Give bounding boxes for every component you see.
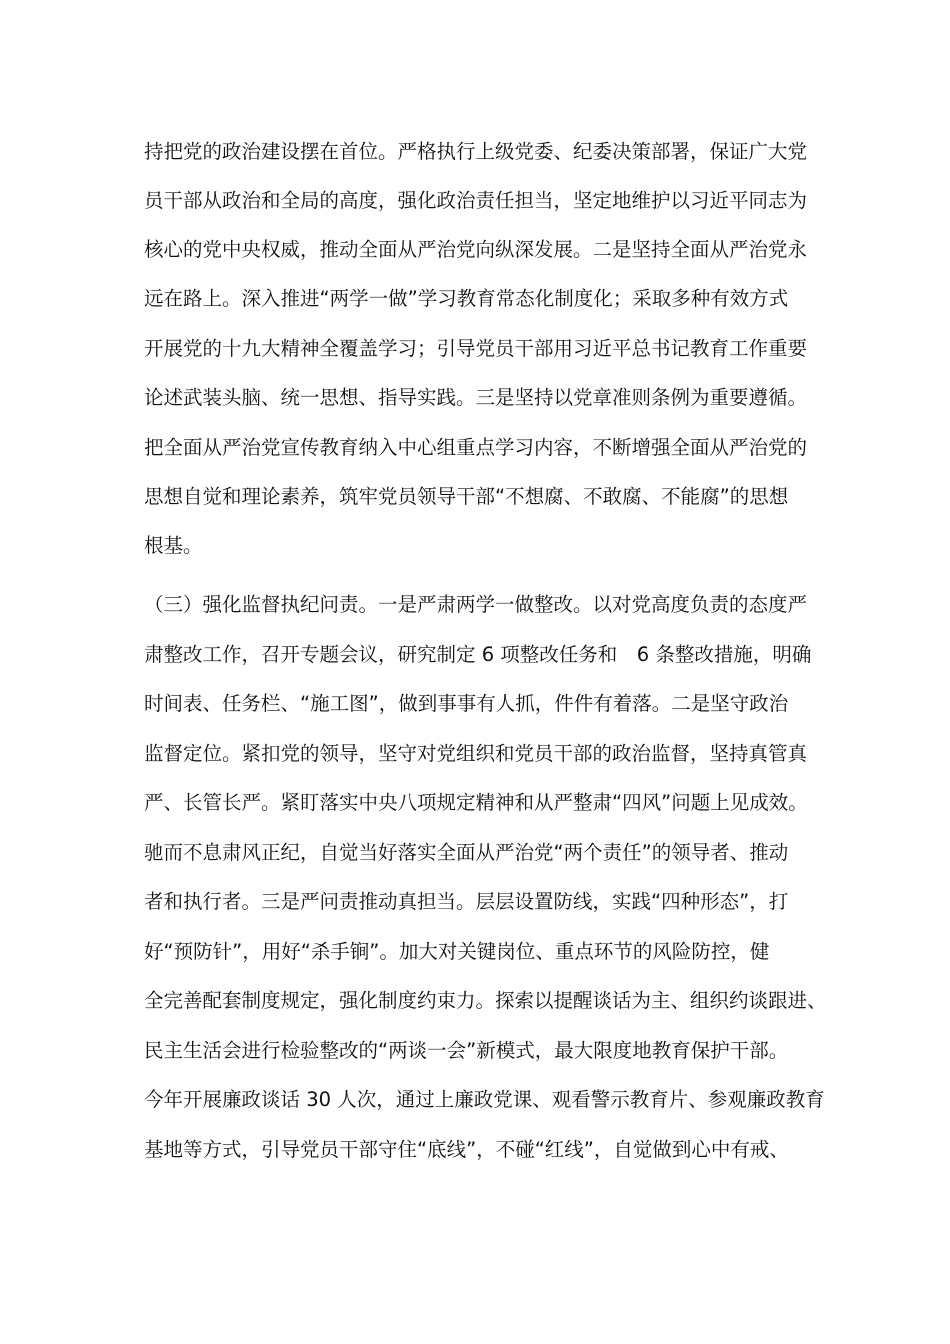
text-line: 基地等方式，引导党员干部守住“底线”，不碰“红线”，自觉做到心中有戒、 [144, 1138, 789, 1161]
text-line: 肃整改工作，召开专题会议，研究制定 6 项整改任务和 6 条整改措施，明确 [144, 643, 812, 666]
text-line: 论述武装头脑、统一思想、指导实践。三是坚持以党章准则条例为重要遵循。 [144, 386, 808, 409]
text-line: 开展党的十九大精神全覆盖学习；引导党员干部用习近平总书记教育工作重要 [144, 337, 808, 360]
text-line: 今年开展廉政谈话 30 人次，通过上廉政党课、观看警示教育片、参观廉政教育 [144, 1088, 825, 1111]
text-line: 严、长管长严。紧盯落实中央八项规定精神和从严整肃“四风”问题上见成效。 [144, 791, 808, 814]
text-line: 驰而不息肃风正纪，自觉当好落实全面从严治党“两个责任”的领导者、推动 [144, 841, 789, 864]
text-line: 思想自觉和理论素养，筑牢党员领导干部“不想腐、不敢腐、不能腐”的思想 [144, 485, 789, 508]
text-line: 持把党的政治建设摆在首位。严格执行上级党委、纪委决策部署，保证广大党 [144, 140, 808, 163]
text-line: 把全面从严治党宣传教育纳入中心组重点学习内容，不断增强全面从严治党的 [144, 436, 808, 459]
text-line: 民主生活会进行检验整改的“两谈一会”新模式，最大限度地教育保护干部。 [144, 1039, 789, 1062]
text-line: 根基。 [144, 534, 203, 557]
text-line: 好“预防针”，用好“杀手锏”。加大对关键岗位、重点环节的风险防控，健 [144, 940, 770, 963]
text-line: 远在路上。深入推进“两学一做”学习教育常态化制度化；采取多种有效方式 [144, 287, 789, 310]
text-line: 员干部从政治和全局的高度，强化政治责任担当，坚定地维护以习近平同志为 [144, 189, 808, 212]
text-line: 时间表、任务栏、“施工图”，做到事事有人抓，件件有着落。二是坚守政治 [144, 692, 789, 715]
text-line: 者和执行者。三是严问责推动真担当。层层设置防线，实践“四种形态”，打 [144, 890, 789, 913]
text-line: 监督定位。紧扣党的领导，坚守对党组织和党员干部的政治监督，坚持真管真 [144, 742, 808, 765]
text-line: 核心的党中央权威，推动全面从严治党向纵深发展。二是坚持全面从严治党永 [144, 238, 808, 261]
section-heading-line: （三）强化监督执纪问责。一是严肃两学一做整改。以对党高度负责的态度严 [144, 593, 808, 616]
text-line: 全完善配套制度规定，强化制度约束力。探索以提醒谈话为主、组织约谈跟进、 [144, 989, 827, 1012]
